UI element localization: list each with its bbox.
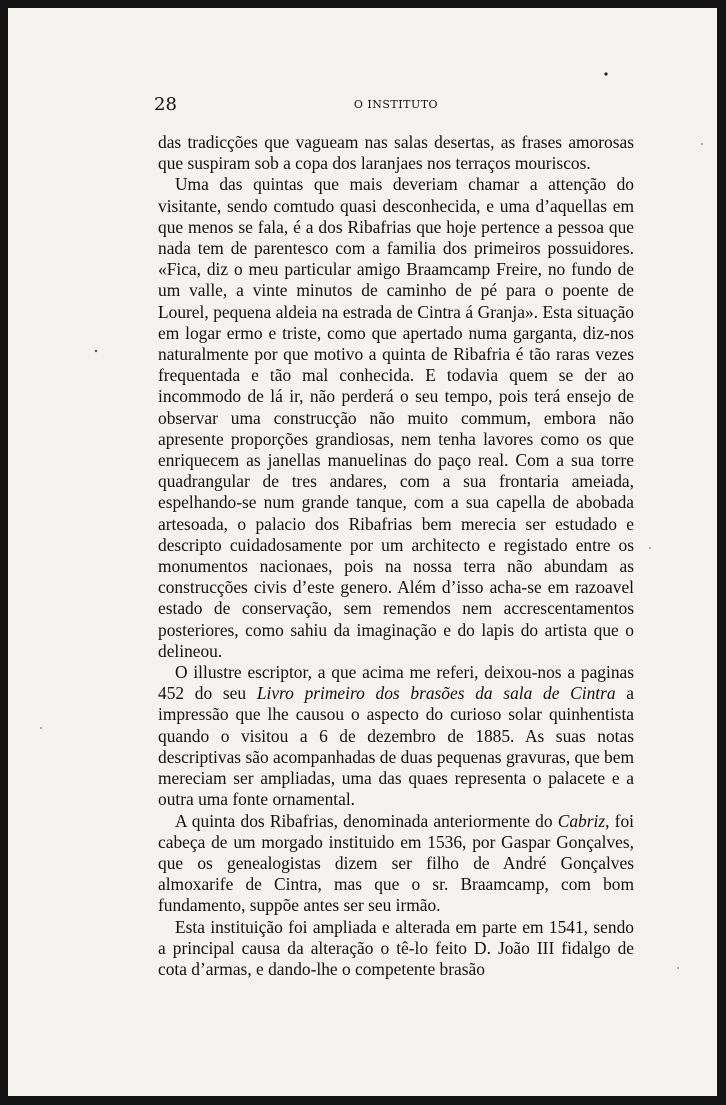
paragraph-text: O illustre escriptor, a que acima me referi, deixou-nos a paginas 452 do seu [158,662,634,704]
body-text [158,132,634,980]
book-page [8,8,717,1096]
paragraph-text: Uma das quintas que mais deveriam chamar a attenção do visitante, sendo comtudo quasi desconhecida, e uma d’aquellas em que menos se fala, é a dos Ribafrias que hoje pertence a pessoa que nada tem de parentesco com a familia dos primeiros possuidores. «Fica, diz o meu particular amigo Braamcamp Freire, no fundo de um valle, a vinte minutos de caminho de pé para o poente de Lourel, pequena aldeia na estrada de Cintra á Granja». Esta situação em logar ermo e triste, como que apertado numa garganta, diz-nos naturalmente por que motivo a quinta de Ribafria é tão raras vezes frequentada e tão mal conhecida. E todavia quem se der ao incommodo de lá ir, não perderá o seu tempo, pois terá ensejo de observar uma construcção não muito commum, embora não apresente proporções grandiosas, nem tenha lavores como os que enriquecem as janellas manuelinas do paço real. Com a sua torre quadrangular de tres andares, com a sua frontaria ameiada, espelhando-se num grande tanque, com a sua capella de abobada artesoada, o palacio dos Ribafrias bem merecia ser estudado e descripto cuidadosamente por um architecto e registado entre os monumentos nacionaes, pois na nossa terra não abundam as construcções civis d’este genero. Além d’isso acha-se em razoavel estado de conservação, sem remendos nem accrescentamentos posteriores, como sahiu da imaginação e do lapis do artista que o delineou. [158,174,634,661]
paragraph-text: , foi cabeça de um morgado instituido em 1536, por Gaspar Gonçalves, que os genealogistas dizem ser filho de André Gonçalves almoxarife de Cintra, mas que o sr. Braamcamp, com bom fundamento, suppõe antes ser seu irmão. [158,810,635,916]
ink-speck [40,727,42,729]
page-header [154,94,638,118]
ink-speck [95,350,97,352]
ink-speck [649,547,651,549]
paragraph-text: a impressão que lhe causou o aspecto do curioso solar quinhentista quando o visitou a 6 de dezembro de 1885. As suas notas descriptivas são acompanhadas de duas pequenas gravuras, que bem mereciam ser ampliadas, uma das quaes representa o palacete e a outra uma fonte ornamental. [158,683,634,810]
italic-title: Livro primeiro dos brasões da sala de Cintra [256,683,616,704]
paragraph-text: A quinta dos Ribafrias, denominada anteriormente do [175,810,558,831]
ink-speck [677,967,679,969]
page-number: 28 [154,94,177,115]
ink-speck [604,72,607,75]
italic-title: Cabriz [557,810,606,831]
paragraph [158,917,634,981]
paragraph [158,811,634,917]
ink-speck [701,143,703,145]
paragraph [158,662,634,810]
running-title: O INSTITUTO [353,98,439,111]
paragraph [158,174,634,662]
paragraph-text: Esta instituição foi ampliada e alterada em parte em 1541, sendo a principal causa da alteração o tê-lo feito D. João III fidalgo de cota d’armas, e dando-lhe o competente brasão [158,916,634,979]
paragraph-text: das tradicções que vagueam nas salas desertas, as frases amorosas que suspiram sob a copa dos laranjaes nos terraços mouriscos. [158,132,634,174]
paragraph [158,132,634,174]
